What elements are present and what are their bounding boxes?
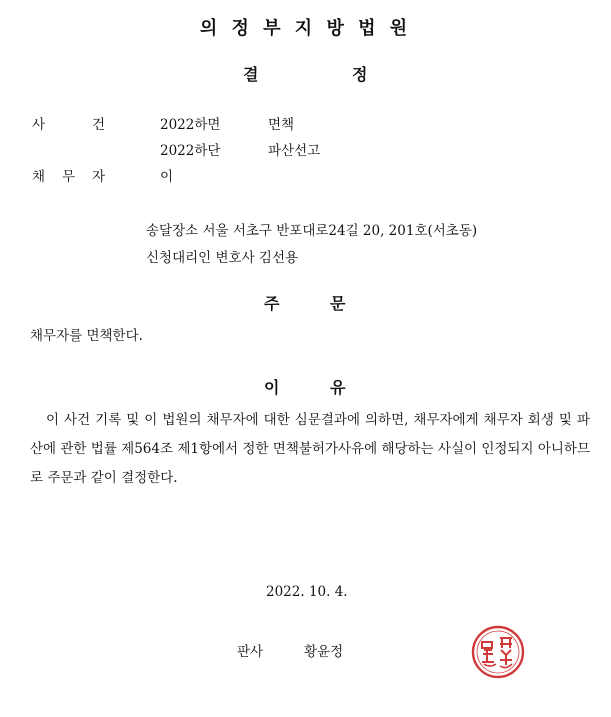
reason-paragraph (30, 406, 590, 493)
court-name: 의 정 부 지 방 법 원 (199, 18, 412, 39)
judge-title: 판사 (237, 644, 264, 660)
document-title-part-2: 정 (352, 65, 368, 84)
reason-heading-char-2: 유 (330, 378, 346, 397)
order-text: 채무자를 면책한다. (30, 328, 143, 344)
order-heading-char-1: 주 (264, 294, 280, 313)
applicant-agent: 신청대리인 변호사 김선용 (146, 250, 299, 266)
case-label-char-2: 건 (92, 117, 106, 133)
case-number-1: 2022하면 (160, 117, 221, 133)
case-type-1: 면책 (268, 117, 295, 133)
reason-text: 이 사건 기록 및 이 법원의 채무자에 대한 심문결과에 의하면, 채무자에게 채무자 회생 및 파산에 관한 법률 제564조 제1항에서 정한 면책불허가사유에 해당하는 사실이 인정되지 아니하므로 주문과 같이 결정한다. (30, 412, 590, 486)
debtor-name: 이 (160, 169, 174, 185)
case-number-2: 2022하단 (160, 143, 221, 159)
judge-name: 황윤정 (304, 644, 344, 660)
case-label-char-1: 사 (32, 117, 46, 133)
order-heading-char-2: 문 (330, 294, 346, 313)
case-type-2: 파산선고 (268, 143, 321, 159)
reason-heading-char-1: 이 (264, 378, 280, 397)
debtor-label-char-1: 채 (32, 169, 46, 185)
debtor-label-char-2: 무 (62, 169, 76, 185)
judge-seal-stamp (470, 624, 526, 680)
document-title-part-1: 결 (243, 65, 259, 84)
debtor-label-char-3: 자 (92, 169, 106, 185)
delivery-place: 송달장소 서울 서초구 반포대로24길 20, 201호(서초동) (146, 223, 478, 239)
decision-date: 2022. 10. 4. (266, 584, 348, 600)
